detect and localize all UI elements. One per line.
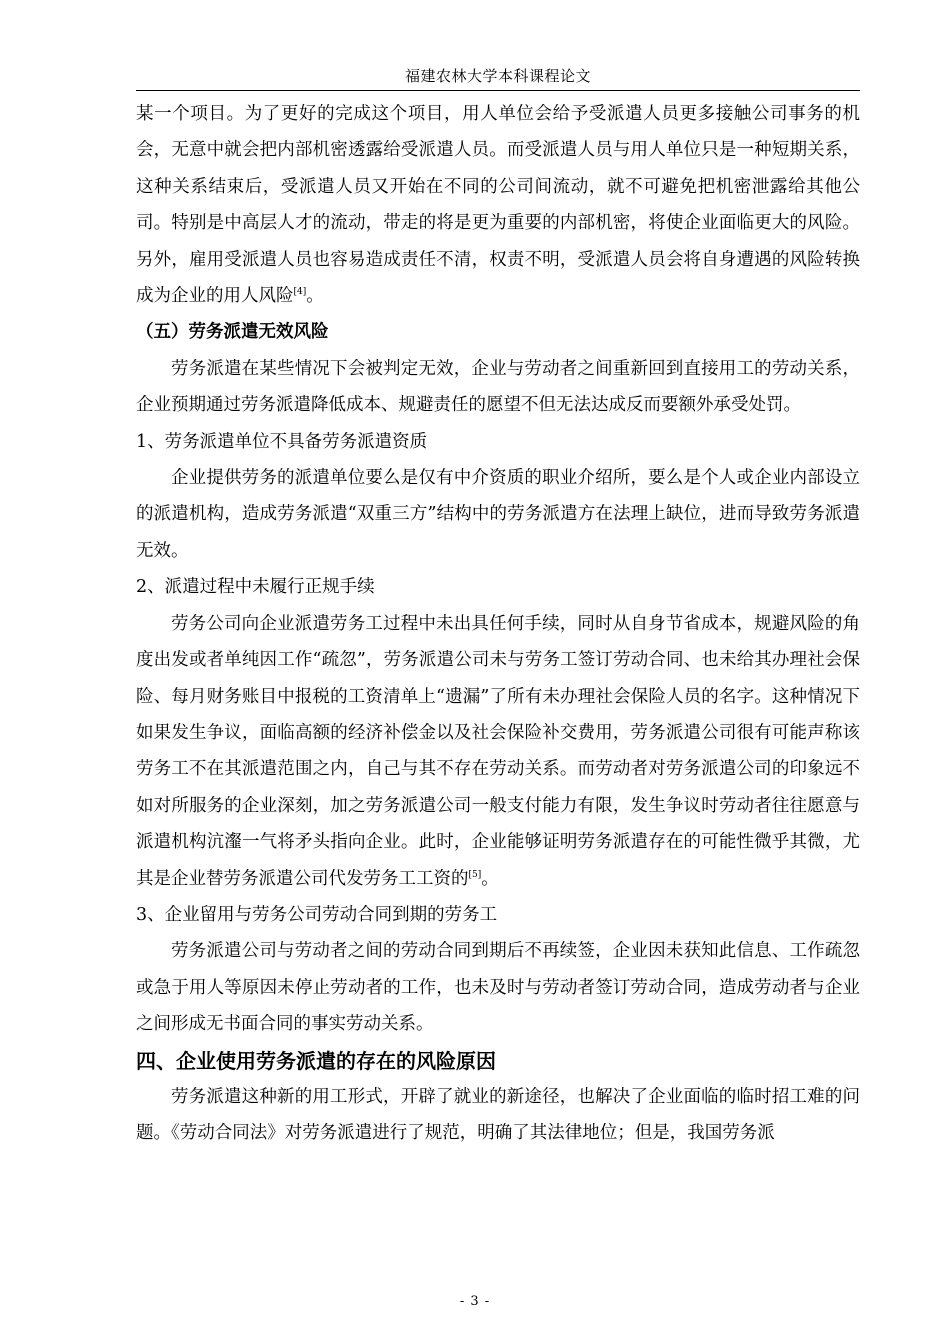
- page-number: - 3 -: [459, 1294, 491, 1309]
- citation-4: [4]: [293, 287, 307, 298]
- paragraph-confidentiality-risk: 某一个项目。为了更好的完成这个项目，用人单位会给予受派遣人员更多接触公司事务的机会，无意中就会把内部机密透露给受派遣人员。而受派遣人员与用人单位只是一种短期关系，这种关系结束后，受派遣人员又开始在不同的公司间流动，就不可避免把机密泄露给其他公司。特别是中高层人才的流动，带走的将是更为重要的内部机密，将使企业面临更大的风险。另外，雇用受派遣人员也容易造成责任不清，权责不明，受派遣人员会将自身遭遇的风险转换成为企业的用人风险[4]。: [136, 104, 860, 307]
- section-heading-invalid-dispatch-risk: （五）劳务派遣无效风险: [136, 322, 329, 343]
- document-body: [136, 96, 860, 1152]
- item-heading-irregular-procedures: 2、派遣过程中未履行正规手续: [136, 577, 375, 598]
- paragraph-no-qualification: 企业提供劳务的派遣单位要么是仅有中介资质的职业介绍所，要么是个人或企业内部设立的派遣机构，造成劳务派遣“双重三方”结构中的劳务派遣方在法理上缺位，进而导致劳务派遣无效。: [136, 468, 860, 561]
- paragraph-risk-causes-intro: 劳务派遣这种新的用工形式，开辟了就业的新途径，也解决了企业面临的临时招工难的问题。《劳动合同法》对劳务派遣进行了规范，明确了其法律地位；但是，我国劳务派: [136, 1086, 860, 1144]
- item-heading-no-qualification: 1、劳务派遣单位不具备劳务派遣资质: [136, 431, 428, 452]
- page-header: 福建农林大学本科课程论文: [404, 67, 591, 85]
- item-heading-expired-contract: 3、企业留用与劳务公司劳动合同到期的劳务工: [136, 904, 498, 925]
- paragraph-expired-contract: 劳务派遣公司与劳动者之间的劳动合同到期后不再续签，企业因未获知此信息、工作疏忽或急于用人等原因未停止劳动者的工作，也未及时与劳动者签订劳动合同，造成劳动者与企业之间形成无书面合同的事实劳动关系。: [136, 941, 860, 1035]
- paragraph-irregular-procedures: 劳务公司向企业派遣劳务工过程中未出具任何手续，同时从自身节省成本，规避风险的角度出发或者单纯因工作“疏忽”，劳务派遣公司未与劳务工签订劳动合同、也未给其办理社会保险、每月财务账目中报税的工资清单上“遗漏”了所有未办理社会保险人员的名字。这种情况下如果发生争议，面临高额的经济补偿金以及社会保险补交费用，劳务派遣公司很有可能声称该劳务工不在其派遣范围之内，自己与其不存在劳动关系。而劳动者对劳务派遣公司的印象远不如对所服务的企业深刻，加之劳务派遣公司一般支付能力有限，发生争议时劳动者往往愿意与派遣机构沆瀣一气将矛头指向企业。此时，企业能够证明劳务派遣存在的可能性微乎其微，尤其是企业替劳务派遣公司代发劳务工工资的[5]。: [136, 613, 860, 889]
- citation-5: [5]: [468, 869, 482, 880]
- paragraph-invalid-dispatch-intro: 劳务派遣在某些情况下会被判定无效，企业与劳动者之间重新回到直接用工的劳动关系，企业预期通过劳务派遣降低成本、规避责任的愿望不但无法达成反而要额外承受处罚。: [136, 358, 860, 416]
- chapter-heading-risk-causes: 四、企业使用劳务派遣的存在的风险原因: [136, 1048, 496, 1073]
- header-rule: [136, 90, 860, 91]
